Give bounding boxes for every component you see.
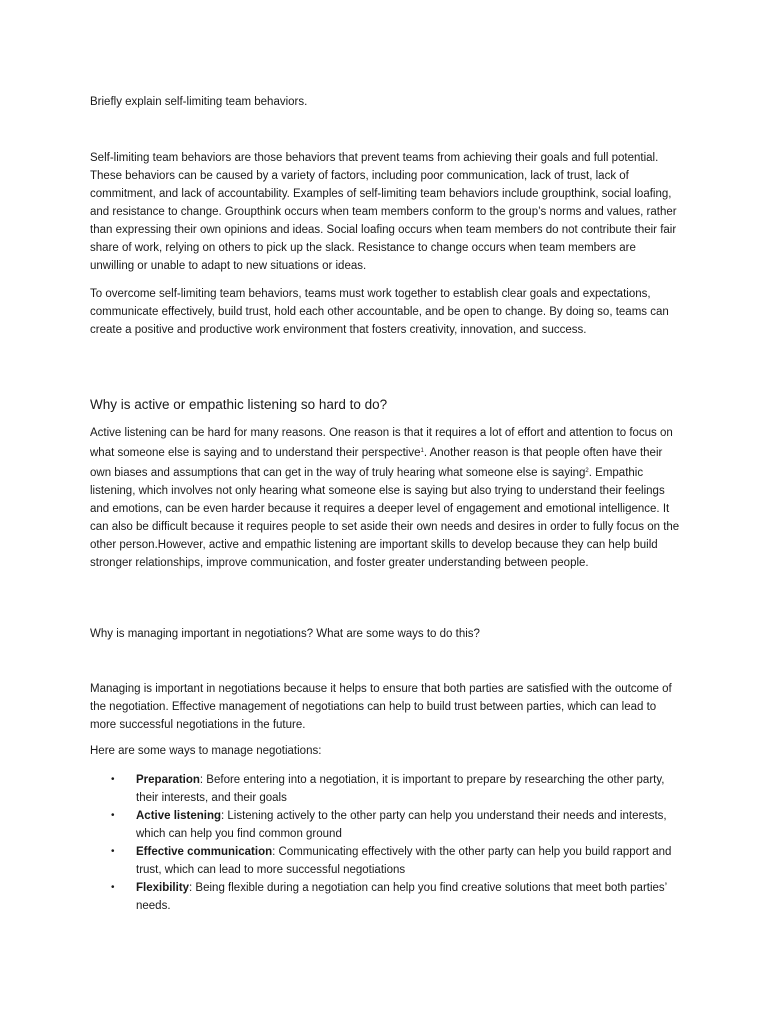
footnote-marker-1: 1 [420,448,424,454]
heading-empathic-listening: Why is active or empathic listening so hard to do? [90,397,388,412]
question-self-limiting: Briefly explain self-limiting team behaviors. [90,96,308,108]
listening-text-part-2: . Another reason is that people often have their own biases and assumptions that can get in the way of truly hearing what someone else is saying [90,447,663,479]
list-item-term: Preparation [136,774,200,786]
answer-managing-paragraph: Managing is important in negotiations because it helps to ensure that both parties are satisfied with the outcome of the negotiation. Effective management of negotiations can help to build trust between parties, which can lead to more successful negotiations in the future. [90,683,672,731]
list-item-preparation [90,771,682,807]
list-item-effective-communication [90,843,682,879]
list-item-text: : Listening actively to the other party can help you understand their needs and interests, which can help you find common ground [136,810,667,840]
list-item-active-listening [90,807,682,843]
answer-empathic-listening-paragraph [90,424,682,572]
list-item-term: Flexibility [136,882,190,894]
answer-self-limiting-paragraph-2: To overcome self-limiting team behaviors, teams must work together to establish clear goals and expectations, communicate effectively, build trust, hold each other accountable, and be open to change. By doing so, teams can create a positive and productive work environment that fosters creativity, innovation, and success. [90,288,669,336]
bullet-icon: • [111,774,115,785]
answer-self-limiting-paragraph-1: Self-limiting team behaviors are those behaviors that prevent teams from achieving their goals and full potential. These behaviors can be caused by a variety of factors, including poor communication, lack of trust, lack of commitment, and lack of accountability. Examples of self-limiting team behaviors include groupthink, social loafing, and resistance to change. Groupthink occurs when team members conform to the group’s norms and values, rather than expressing their own opinions and ideas. Social loafing occurs when team members do not contribute their fair share of work, relying on others to pick up the slack. Resistance to change occurs when team members are unwilling or unable to adapt to new situations or ideas. [90,152,677,272]
list-item-term: Effective communication [136,846,273,858]
bullet-icon: • [111,810,115,821]
listening-text-part-3: . Empathic listening, which involves not only hearing what someone else is saying but also trying to understand their feelings and emotions, can be even harder because it requires a deeper level of engagement and emotional intelligence. It can also be difficult because it requires people to set aside their own needs and desires in order to fully focus on the other person.However, active and empathic listening are important skills to develop because they can help build stronger relationships, improve communication, and foster greater understanding between people. [90,467,680,569]
bullet-icon: • [111,846,115,857]
bullet-icon: • [111,882,115,893]
list-item-text: : Communicating effectively with the other party can help you build rapport and trust, which can lead to more successful negotiations [136,846,672,876]
list-item-flexibility [90,879,682,915]
footnote-marker-2: 2 [585,468,589,474]
list-item-text: : Before entering into a negotiation, it is important to prepare by researching the other party, their interests, and their goals [136,774,665,804]
ways-intro-text: Here are some ways to manage negotiations: [90,745,322,757]
list-item-text: : Being flexible during a negotiation can help you find creative solutions that meet both parties’ needs. [136,882,667,912]
listening-text-part-1: Active listening can be hard for many reasons. One reason is that it requires a lot of effort and attention to focus on what someone else is saying and to understand their perspective [90,427,673,459]
question-managing-negotiations: Why is managing important in negotiations? What are some ways to do this? [90,628,480,640]
negotiation-ways-list [90,771,682,915]
list-item-term: Active listening [136,810,221,822]
